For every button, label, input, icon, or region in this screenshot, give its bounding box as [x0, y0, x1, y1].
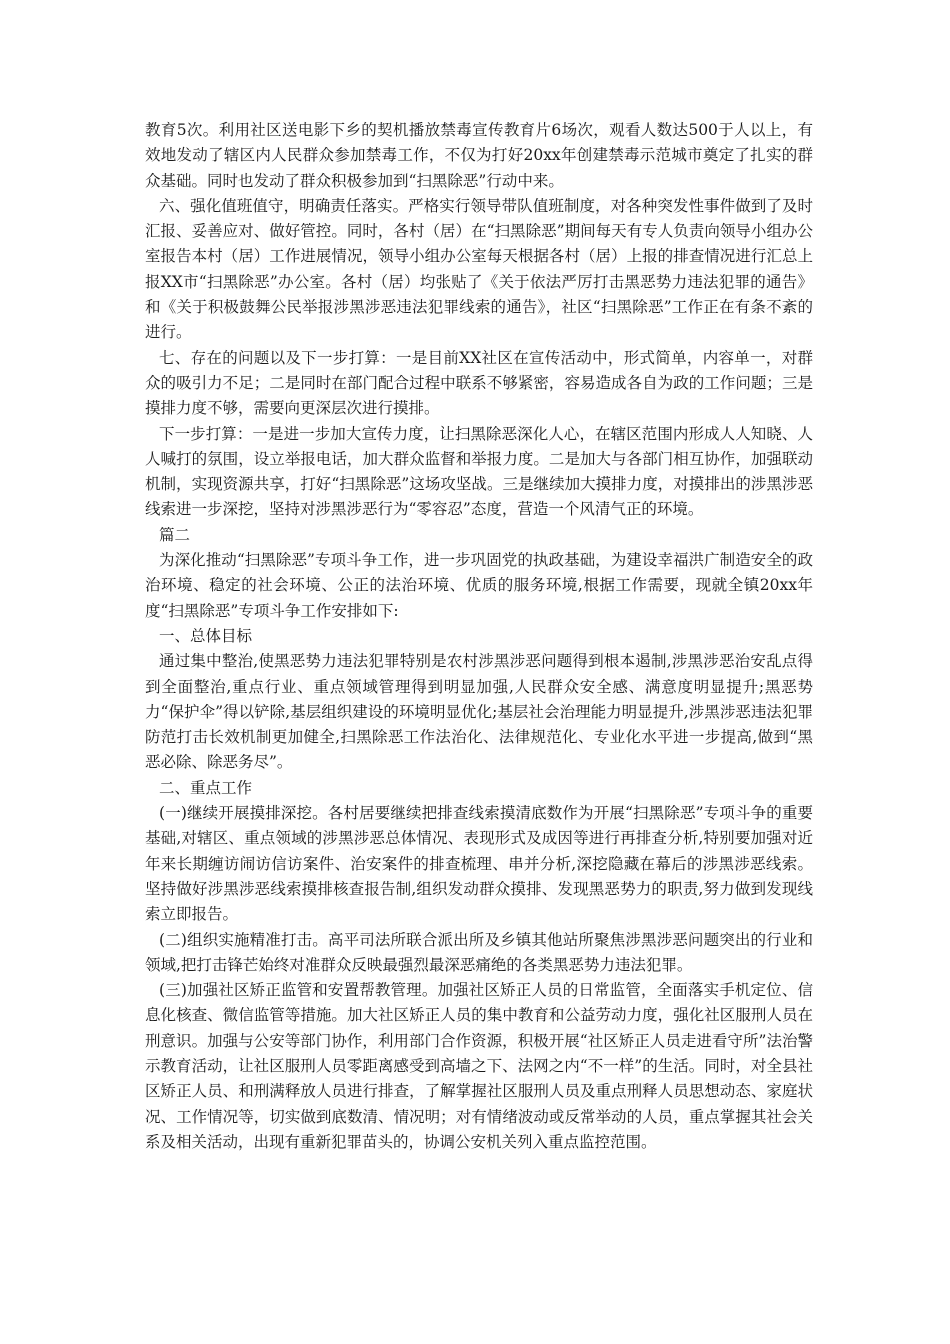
paragraph-next-steps: 下一步打算：一是进一步加大宣传力度，让扫黑除恶深化人心，在辖区范围内形成人人知晓、人人喊打的氛围，设立举报电话，加大群众监督和举报力度。二是加大与各部门相互协作，加强联动机制，实现资源共享，打好“扫黑除恶”这场攻坚战。三是继续加大摸排力度，对摸排出的涉黑涉恶线索进一步深挖，坚持对涉黑涉恶行为“零容忍”态度，营造一个风清气正的环境。	[145, 424, 813, 519]
paragraph-1: 教育5次。利用社区送电影下乡的契机播放禁毒宣传教育片6场次，观看人数达500于人以上，有效地发动了辖区内人民群众参加禁毒工作，不仅为打好20xx年创建禁毒示范城市奠定了扎实的群众基础。同时也发动了群众积极参加到“扫黑除恶”行动中来。	[145, 121, 813, 190]
document-body	[145, 118, 813, 1155]
paragraph-key-work-1: (一)继续开展摸排深挖。各村居要继续把排查线索摸清底数作为开展“扫黑除恶”专项斗争的重要基础,对辖区、重点领域的涉黑涉恶总体情况、表现形式及成因等进行再排查分析,特别要加强对近年来长期缠访闹访信访案件、治安案件的排查梳理、串并分析,深挖隐藏在幕后的涉黑涉恶线索。坚持做好涉黑涉恶线索摸排核查报告制,组织发动群众摸排、发现黑恶势力的职责,努力做到发现线索立即报告。	[145, 804, 813, 924]
paragraph-section-7: 七、存在的问题以及下一步打算：一是目前XX社区在宣传活动中，形式简单，内容单一，对群众的吸引力不足；二是同时在部门配合过程中联系不够紧密，容易造成各自为政的工作问题；三是摸排力度不够，需要向更深层次进行摸排。	[145, 348, 813, 418]
heading-overall-goal: 一、总体目标	[159, 626, 253, 645]
paragraph-section-6: 六、强化值班值守，明确责任落实。严格实行领导带队值班制度，对各种突发性事件做到了及时汇报、妥善应对、做好管控。同时，各村（居）在“扫黑除恶”期间每天有专人负责向领导小组办公室报告本村（居）工作进展情况，领导小组办公室每天根据各村（居）上报的排查情况进行汇总上报XX市“扫黑除恶”办公室。各村（居）均张贴了《关于依法严厉打击黑恶势力违法犯罪的通告》和《关于积极鼓舞公民举报涉黑涉恶违法犯罪线索的通告》，社区“扫黑除恶”工作正在有条不紊的进行。	[145, 196, 813, 342]
paragraph-intro: 为深化推动“扫黑除恶”专项斗争工作，进一步巩固党的执政基础，为建设幸福洪广制造安全的政治环境、稳定的社会环境、公正的法治环境、优质的服务环境,根据工作需要，现就全镇20xx年度“扫黑除恶”专项斗争工作安排如下:	[145, 551, 813, 620]
heading-key-work: 二、重点工作	[159, 778, 253, 797]
paragraph-overall-goal: 通过集中整治,使黑恶势力违法犯罪特别是农村涉黑涉恶问题得到根本遏制,涉黑涉恶治安乱点得到全面整治,重点行业、重点领域管理得到明显加强,人民群众安全感、满意度明显提升;黑恶势力“保护伞”得以铲除,基层组织建设的环境明显优化;基层社会治理能力明显提升,涉黑涉恶违法犯罪防范打击长效机制更加健全,扫黑除恶工作法治化、法律规范化、专业化水平进一步提高,做到“黑恶必除、除恶务尽”。	[145, 652, 813, 772]
paragraph-key-work-2: (二)组织实施精准打击。高平司法所联合派出所及乡镇其他站所聚焦涉黑涉恶问题突出的行业和领域,把打击锋芒始终对准群众反映最强烈最深恶痛绝的各类黑恶势力违法犯罪。	[145, 930, 813, 974]
part-two-heading: 篇二	[159, 525, 191, 544]
paragraph-key-work-3: (三)加强社区矫正监管和安置帮教管理。加强社区矫正人员的日常监管，全面落实手机定位、信息化核查、微信监管等措施。加大社区矫正人员的集中教育和公益劳动力度，强化社区服刑人员在刑意识。加强与公安等部门协作，利用部门合作资源，积极开展“社区矫正人员走进看守所”法治警示教育活动，让社区服刑人员零距离感受到高墙之下、法网之内“不一样”的生活。同时，对全县社区矫正人员、和刑满释放人员进行排查，了解掌握社区服刑人员及重点刑释人员思想动态、家庭状况、工作情况等，切实做到底数清、情况明；对有情绪波动或反常举动的人员，重点掌握其社会关系及相关活动，出现有重新犯罪苗头的，协调公安机关列入重点监控范围。	[145, 981, 813, 1151]
